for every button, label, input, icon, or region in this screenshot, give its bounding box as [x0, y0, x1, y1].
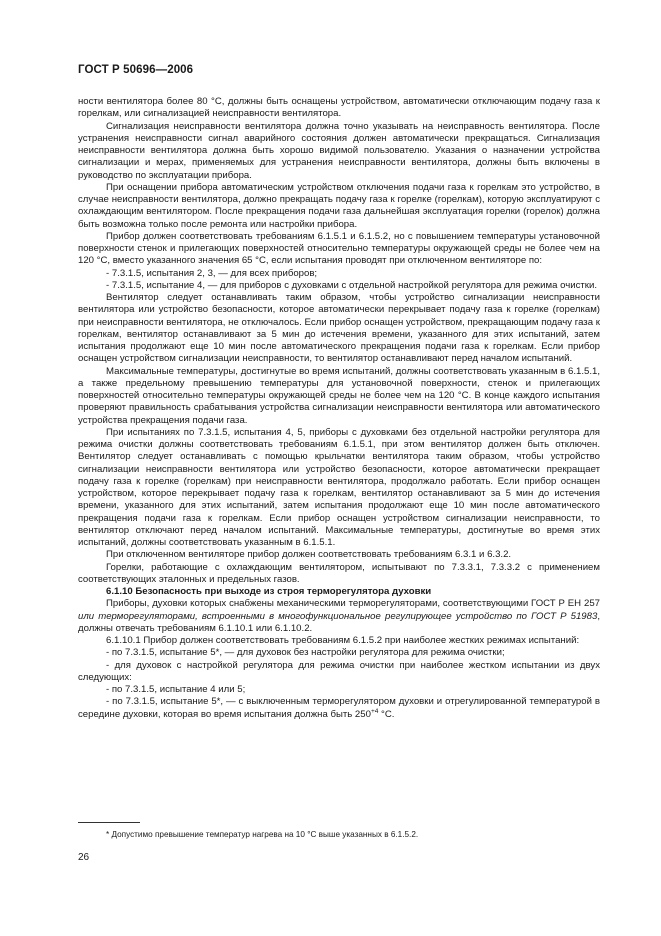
paragraph-text: °С.	[378, 708, 395, 720]
document-body	[78, 96, 600, 721]
list-item: - 7.3.1.5, испытание 4, — для приборов с духовками с отдельной настройкой регулятора для режима очистки.	[106, 279, 597, 291]
list-item: - 7.3.1.5, испытания 2, 3, — для всех приборов;	[106, 267, 318, 279]
paragraph	[78, 598, 600, 635]
document-header: ГОСТ Р 50696—2006	[78, 64, 194, 76]
section-heading: 6.1.10 Безопасность при выходе из строя терморегулятора духовки	[106, 586, 432, 597]
paragraph: При испытаниях по 7.3.1.5, испытания 4, 5, приборы с духовками без отдельной настройки регулятора для режима очистки должны соответствовать требованиям 6.1.5.1, при этом вентилятор должен быть отключен. Вентилятор следует останавливать с помощью крыльчатки вентилятора таким образом, чтобы устройство сигнализации неисправности вентилятора или устройство безопасности, которое автоматически прекращает подачу газа к горелке (горелкам) при неисправности вентилятора, продолжало работать. Если прибор оснащен устройством, которое перекрывает подачу газа к горелкам, вентилятор останавливают за 5 мин до истечения времени, указанного для этих испытаний, затем испытания продолжают еще 10 мин после автоматического прекращения подачи газа к горелкам. Если прибор оснащен устройством сигнализации неисправности, то вентилятор отключают перед началом испытаний. Максимальные температуры, достигнутые во время этих испытаний, должны соответствовать указанным в 6.1.5.1.	[78, 426, 600, 548]
paragraph: 6.1.10.1 Прибор должен соответствовать требованиям 6.1.5.2 при наиболее жестких режимах испытаний:	[106, 635, 580, 646]
footnote-divider	[78, 822, 140, 823]
list-item	[78, 696, 600, 721]
paragraph: Сигнализация неисправности вентилятора должна точно указывать на неисправность вентилятора. После устранения неисправности сигнал аварийного состояния должен автоматически прекращаться. Сигнализация неисправности вентилятора должна быть хорошо видимой пользователю. Указания о назначении устройства сигнализации и мерах, применяемых для устранения неисправности вентилятора, должны быть включены в руководство по эксплуатации прибора.	[78, 120, 600, 181]
paragraph: При отключенном вентиляторе прибор должен соответствовать требованиям 6.3.1 и 6.3.2.	[106, 549, 512, 561]
footnote: * Допустимо превышение температур нагрева на 10 °С выше указанных в 6.1.5.2.	[106, 830, 419, 839]
paragraph-text: - по 7.3.1.5, испытание 5*, — с выключенным терморегулятором духовки и отрегулированной температурой в середине духовки, которая во время испытания должна быть 250	[78, 696, 600, 720]
paragraph: Максимальные температуры, достигнутые во время испытаний, должны соответствовать указанным в 6.1.5.1, а также предельному превышению температуры для установочной поверхности, стенок и прилегающих поверхностей относительно температуры окружающей среды не более чем на 120 °С. В конце каждого испытания проверяют правильность срабатывания устройства сигнализации неисправности вентилятора или автоматического устройства прекращения подачи газа.	[78, 365, 600, 426]
paragraph-text: , должны отвечать требованиям 6.1.10.1 или 6.1.10.2.	[78, 610, 600, 634]
paragraph-text: Приборы, духовки которых снабжены механическими терморегуляторами, соответствующими ГОСТ Р ЕН 257	[106, 598, 600, 610]
italic-text: или терморегуляторами, встроенными в многофункциональное регулирующее устройство по ГОСТ Р 51983	[78, 610, 598, 622]
page-number: 26	[78, 852, 90, 863]
paragraph: ности вентилятора более 80 °С, должны быть оснащены устройством, автоматически отключающим подачу газа к горелкам, или сигнализацией неисправности вентилятора.	[78, 96, 600, 120]
list-item: - для духовок с настройкой регулятора для режима очистки при наиболее жестком испытании из двух следующих:	[78, 659, 600, 683]
superscript: +4	[370, 707, 379, 715]
paragraph: Вентилятор следует останавливать таким образом, чтобы устройство сигнализации неисправности вентилятора или устройство безопасности, которое автоматически перекрывает подачу газа к горелке (горелкам) при неисправности вентилятора, не отключалось. Если прибор оснащен устройством, прекращающим подачу газа к горелкам, вентилятор останавливают за 5 мин до истечения времени, указанного для этих испытаний, затем испытания продолжают еще 10 мин после автоматического прекращения подачи газа к горелкам. Если прибор оснащен устройством сигнализации неисправности, то вентилятор останавливают перед началом испытаний.	[78, 292, 600, 365]
list-item: - по 7.3.1.5, испытание 4 или 5;	[106, 684, 246, 695]
list-item: - по 7.3.1.5, испытание 5*, — для духовок без настройки регулятора для режима очистки;	[106, 647, 505, 659]
paragraph: При оснащении прибора автоматическим устройством отключения подачи газа к горелкам это устройство, в случае неисправности вентилятора, должно прекращать подачу газа к горелке (горелкам), которую эксплуатируют с охлаждающим вентилятором. После прекращения подачи газа дальнейшая эксплуатация горелки (горелок) должна быть возможна только после ремонта или настройки прибора.	[78, 181, 600, 230]
paragraph: Горелки, работающие с охлаждающим вентилятором, испытывают по 7.3.3.1, 7.3.3.2 с применением соответствующих эталонных и предельных газов.	[78, 561, 600, 585]
paragraph: Прибор должен соответствовать требованиям 6.1.5.1 и 6.1.5.2, но с повышением температуры установочной поверхности стенок и прилегающих поверхностей относительно температуры окружающей среды не более чем на 120 °С, вместо указанного значения 65 °С, если испытания проводят при отключенном вентиляторе по:	[78, 230, 600, 267]
